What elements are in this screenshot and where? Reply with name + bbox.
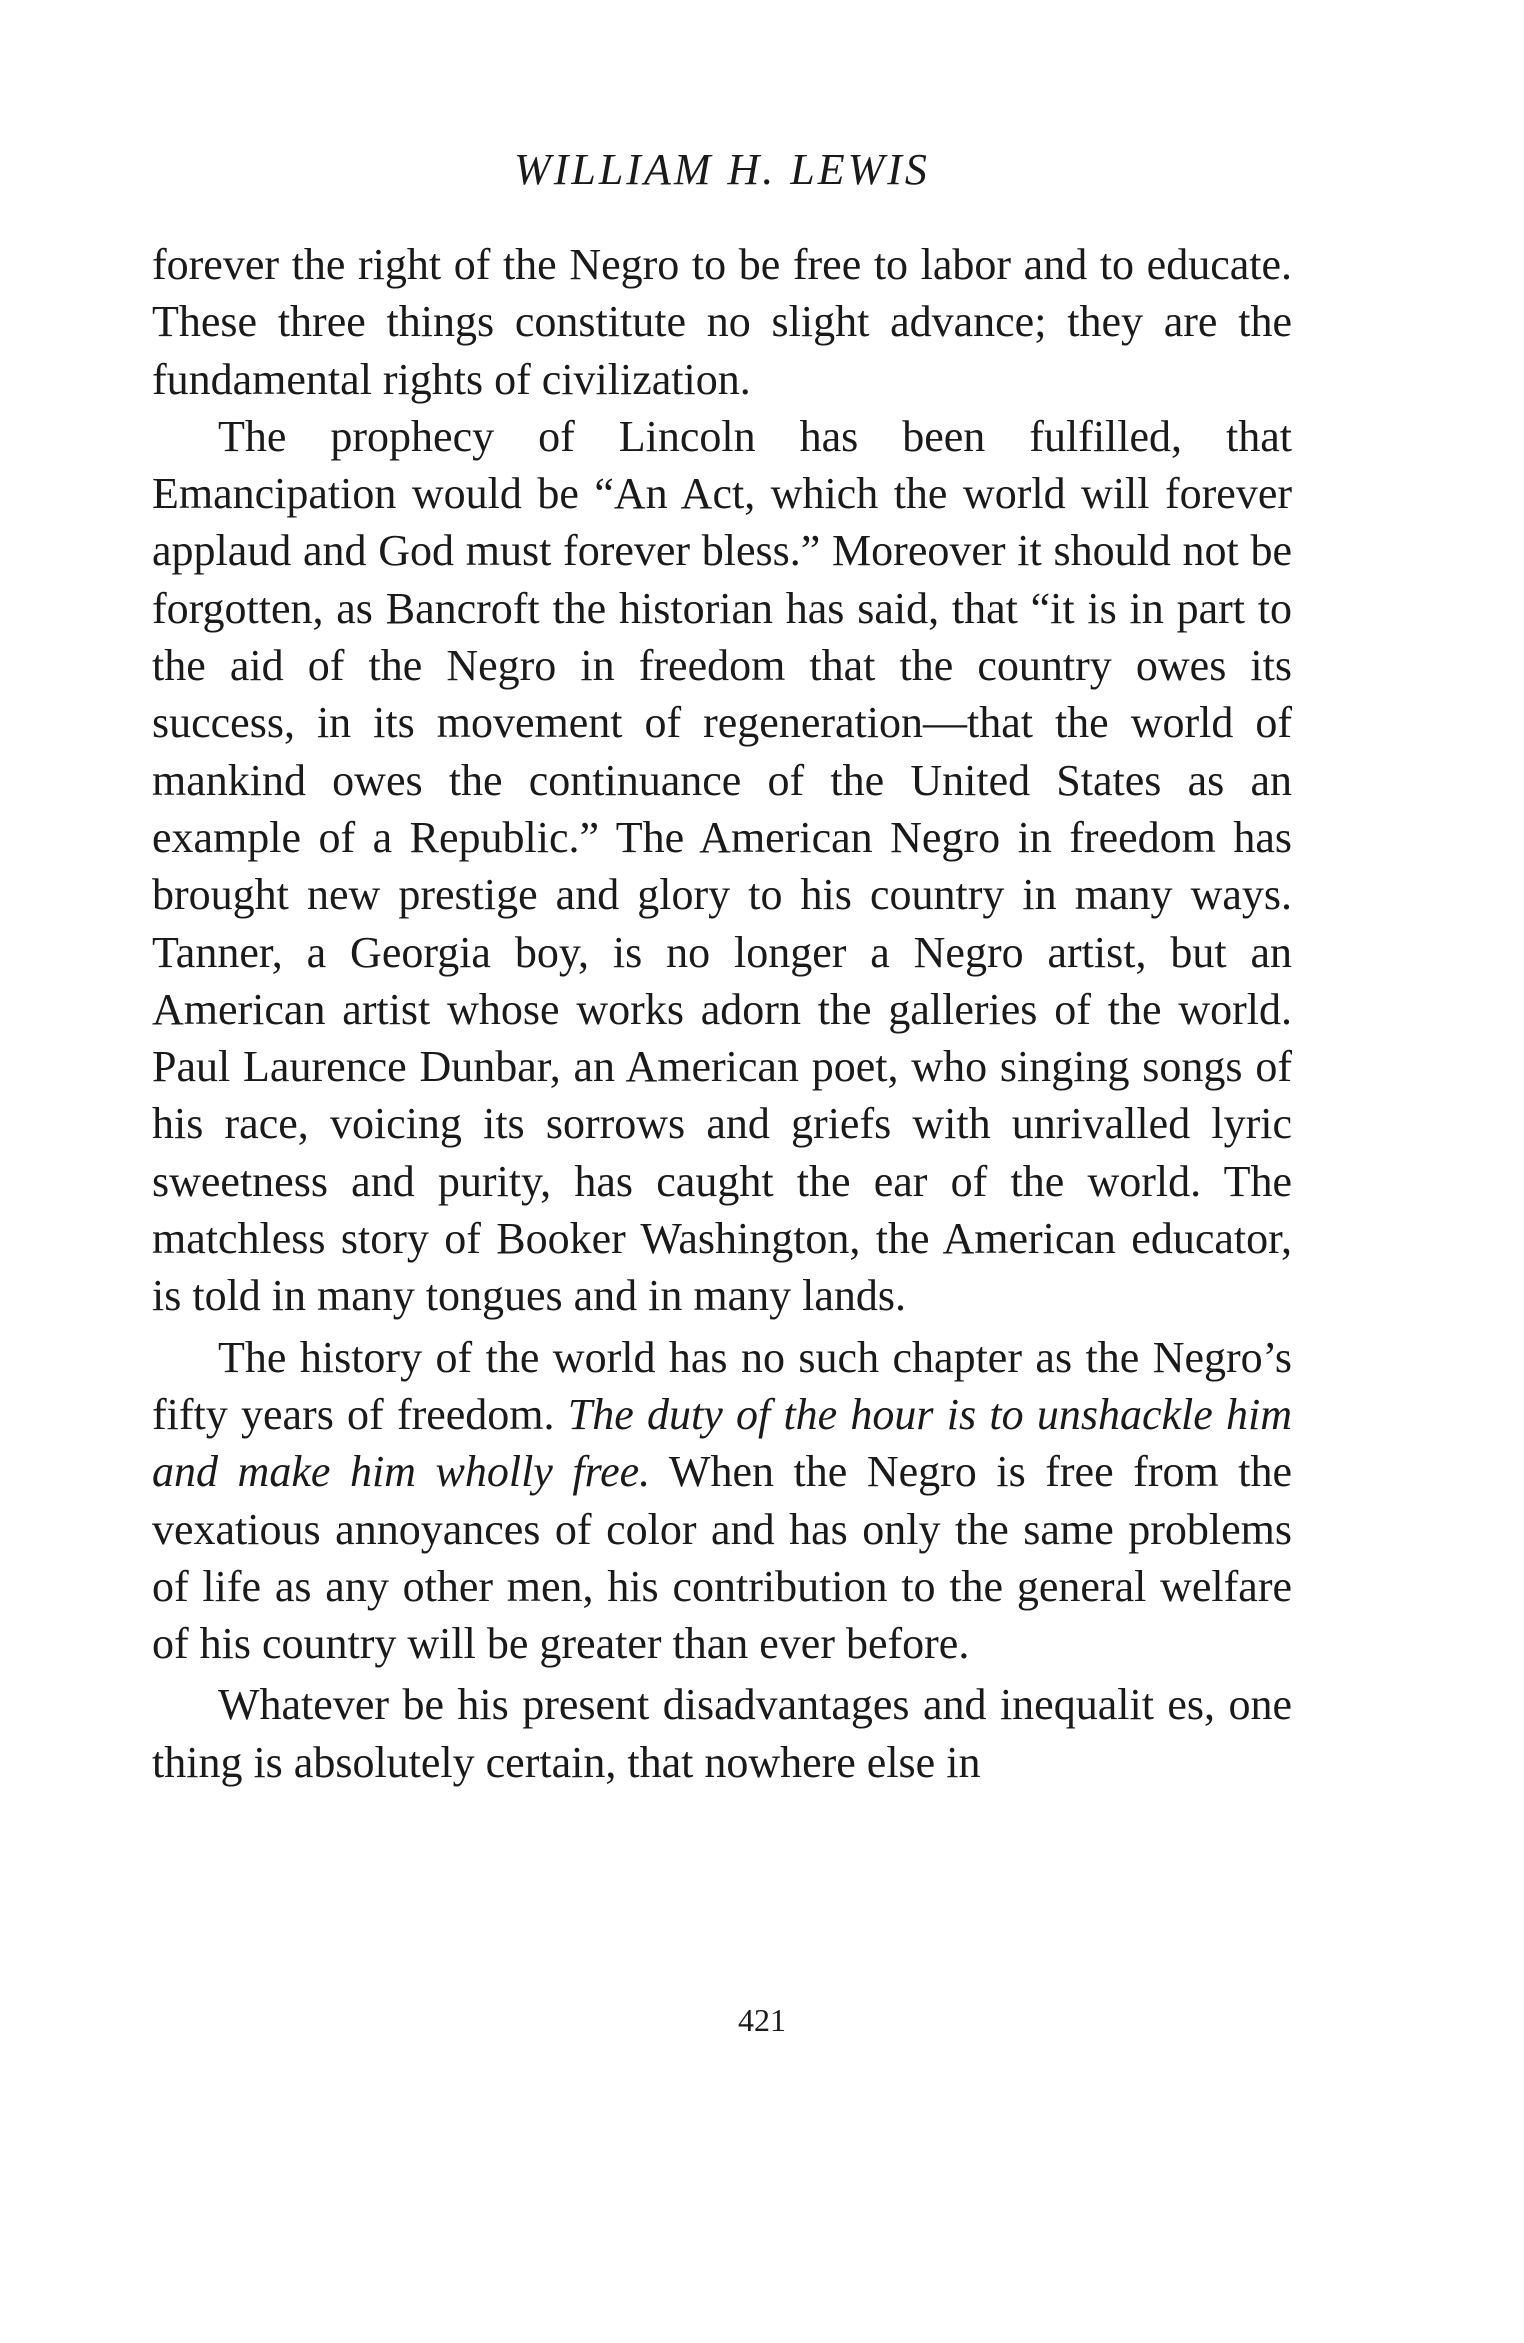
page-number: 421 bbox=[738, 2002, 786, 2038]
paragraph-1: forever the right of the Negro to be free to labor and to educate. These three things constitute no slight advance; they are the fundamental rights of civilization. bbox=[152, 240, 1292, 404]
running-head: WILLIAM H. LEWIS bbox=[514, 145, 930, 194]
paragraph-3-emphasis: The duty of the hour is to unshackle him and make him wholly free. bbox=[152, 1389, 1292, 1497]
body-text bbox=[152, 236, 1292, 1791]
paragraph-3-text-before: The history of the world has no such chapter as the Negro’s fifty years of freedom. bbox=[152, 1332, 1292, 1439]
paragraph-3 bbox=[152, 1329, 1292, 1673]
paragraph-3-text-after: When the Negro is free from the vexatious annoyances of color and has only the same problems of life as any other men, his contribution to the general welfare of his country will be greater than ever before. bbox=[152, 1447, 1293, 1669]
paragraph-4: Whatever be his present disadvantages and inequalit es, one thing is absolutely certain, that nowhere else in bbox=[152, 1680, 1292, 1787]
paragraph-2: The prophecy of Lincoln has been fulfilled, that Emancipation would be “An Act, which the world will forever applaud and God must forever bless.” Moreover it should not be forgotten, as Bancroft the historian has said, that “it is in part to the aid of the Negro in freedom that the country owes its success, in its movement of regeneration—that the world of mankind owes the continuance of the United States as an example of a Republic.” The American Negro in freedom has brought new prestige and glory to his country in many ways. Tanner, a Georgia boy, is no longer a Negro artist, but an American artist whose works adorn the galleries of the world. Paul Laurence Dunbar, an American poet, who singing songs of his race, voicing its sorrows and griefs with unrivalled lyric sweetness and purity, has caught the ear of the world. The matchless story of Booker Washington, the American educator, is told in many tongues and in many lands. bbox=[152, 411, 1292, 1321]
book-page bbox=[152, 140, 1292, 1791]
